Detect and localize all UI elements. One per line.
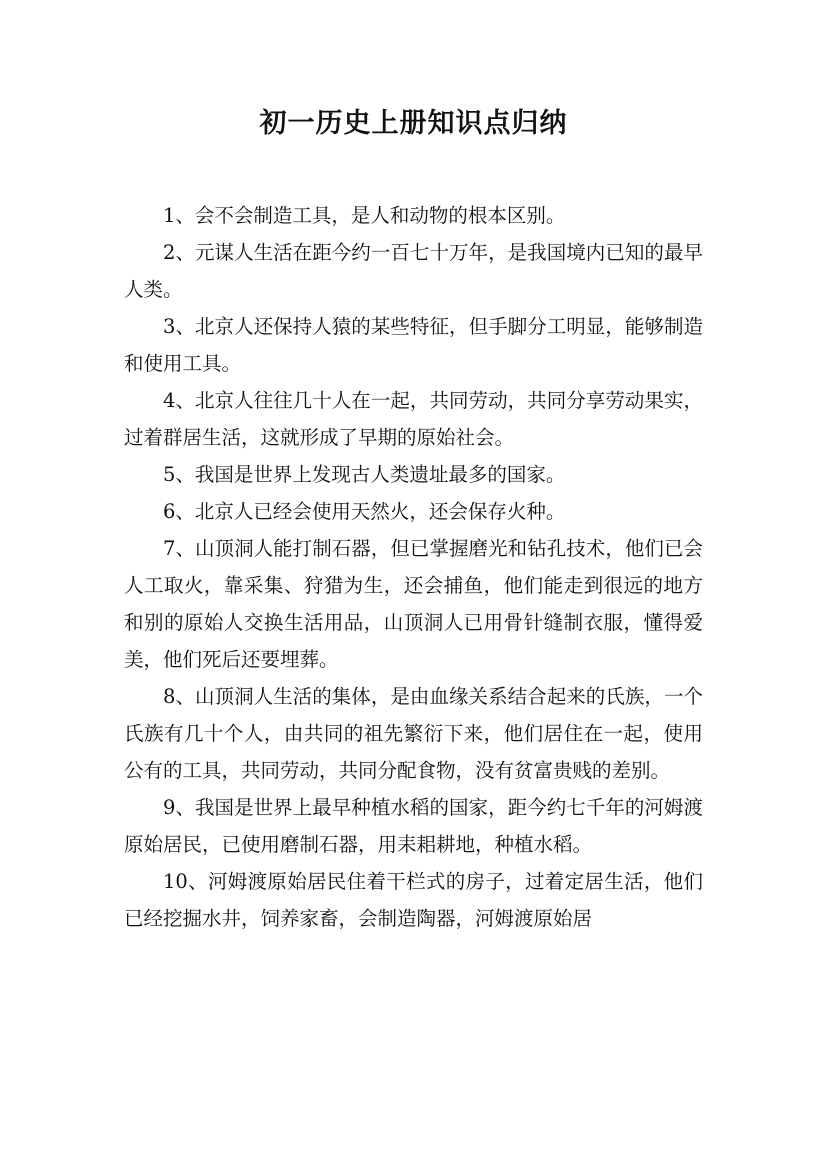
knowledge-point-10: 10、河姆渡原始居民住着干栏式的房子，过着定居生活，他们已经挖掘水井，饲养家畜，会制造陶器，河姆渡原始居 bbox=[124, 870, 703, 930]
knowledge-point-5: 5、我国是世界上发现古人类遗址最多的国家。 bbox=[163, 463, 566, 486]
knowledge-point-6: 6、北京人已经会使用天然火，还会保存火种。 bbox=[163, 500, 566, 523]
knowledge-point-2: 2、元谋人生活在距今约一百七十万年，是我国境内已知的最早人类。 bbox=[124, 241, 703, 301]
knowledge-point-7: 7、山顶洞人能打制石器，但已掌握磨光和钻孔技术，他们已会人工取火，靠采集、狩猎为生，还会捕鱼，他们能走到很远的地方和别的原始人交换生活用品，山顶洞人已用骨针缝制衣服，懂得爱美，他们死后还要埋葬。 bbox=[124, 537, 703, 671]
knowledge-point-1: 1、会不会制造工具，是人和动物的根本区别。 bbox=[163, 204, 566, 227]
knowledge-point-9: 9、我国是世界上最早种植水稻的国家，距今约七千年的河姆渡原始居民，已使用磨制石器，用耒耜耕地，种植水稻。 bbox=[124, 796, 703, 856]
knowledge-point-4: 4、北京人往往几十人在一起，共同劳动，共同分享劳动果实，过着群居生活，这就形成了早期的原始社会。 bbox=[124, 389, 703, 449]
knowledge-point-8: 8、山顶洞人生活的集体，是由血缘关系结合起来的氏族，一个氏族有几十个人，由共同的祖先繁衍下来，他们居住在一起，使用公有的工具，共同劳动，共同分配食物，没有贫富贵贱的差别。 bbox=[124, 685, 703, 782]
knowledge-point-list bbox=[124, 197, 703, 937]
document-title: 初一历史上册知识点归纳 bbox=[259, 108, 568, 139]
knowledge-point-3: 3、北京人还保持人猿的某些特征，但手脚分工明显，能够制造和使用工具。 bbox=[124, 315, 703, 375]
